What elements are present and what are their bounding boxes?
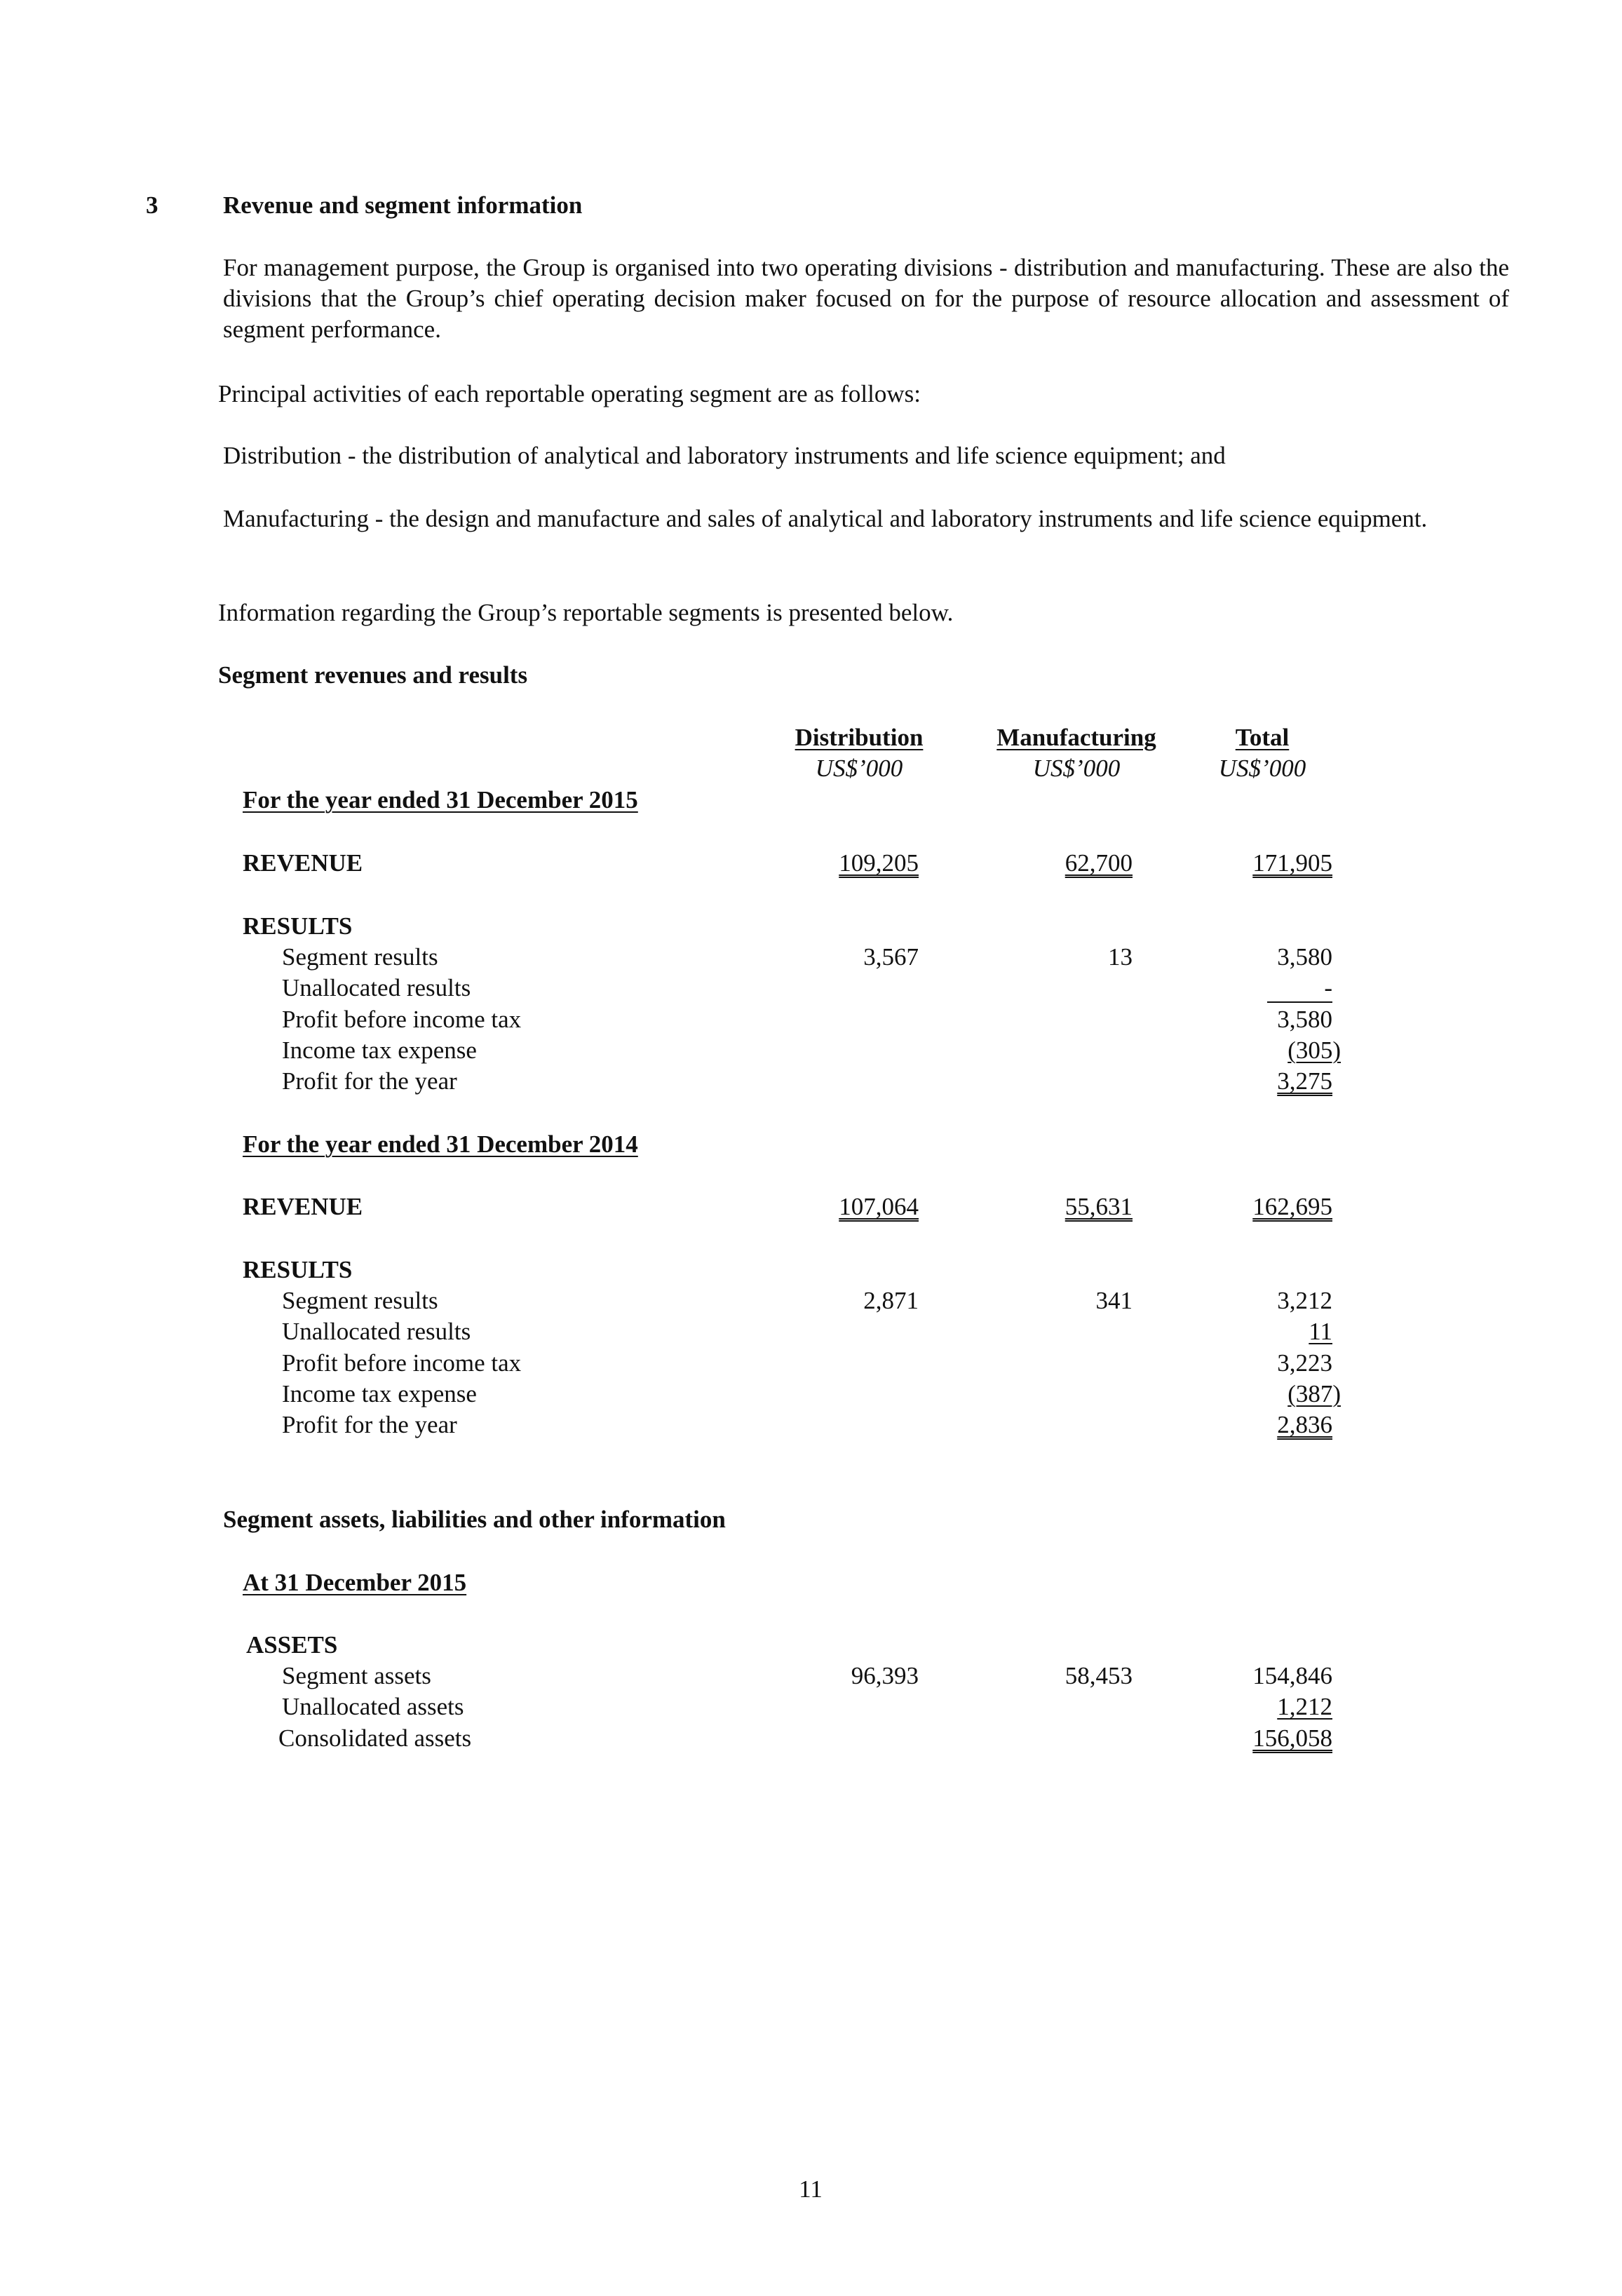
segment-results-2014-total: 3,212	[1277, 1287, 1332, 1314]
segment-results-2014-distribution: 2,871	[863, 1287, 919, 1314]
segment-results-2015-distribution: 3,567	[863, 943, 919, 971]
segment-results-label-2015: Segment results	[282, 943, 438, 971]
assets-section-heading: Segment assets, liabilities and other information	[223, 1506, 726, 1533]
profit-2015-total: 3,275	[1277, 1067, 1332, 1095]
segment-assets-label: Segment assets	[282, 1662, 431, 1689]
page-number: 11	[799, 2175, 823, 2203]
tax-label-2014: Income tax expense	[282, 1380, 477, 1407]
consolidated-assets-total: 156,058	[1252, 1724, 1332, 1752]
col-unit-total: US$’000	[1218, 755, 1306, 782]
segment-results-2014-manufacturing: 341	[1095, 1287, 1133, 1314]
consolidated-assets-label: Consolidated assets	[278, 1724, 472, 1752]
unallocated-results-2014-total: 11	[1309, 1318, 1332, 1345]
results-label-2014: RESULTS	[243, 1256, 353, 1283]
segment-assets-distribution: 96,393	[851, 1662, 919, 1689]
tax-2015-total: (305)	[1288, 1036, 1341, 1064]
col-unit-manufacturing: US$’000	[1032, 755, 1121, 782]
revenues-results-heading: Segment revenues and results	[218, 661, 528, 689]
results-label-2015: RESULTS	[243, 912, 353, 940]
assets-label: ASSETS	[246, 1631, 338, 1659]
segments-intro: Information regarding the Group’s reportable segments is presented below.	[218, 599, 954, 626]
revenue-label-2014: REVENUE	[243, 1193, 363, 1220]
col-header-total: Total	[1235, 724, 1290, 751]
section-number: 3	[146, 191, 158, 219]
revenue-2015-distribution: 109,205	[839, 849, 919, 877]
profit-label-2015: Profit for the year	[282, 1067, 457, 1095]
pbt-label-2015: Profit before income tax	[282, 1006, 522, 1033]
col-unit-distribution: US$’000	[815, 755, 903, 782]
unallocated-assets-total: 1,212	[1277, 1693, 1332, 1720]
revenue-2015-total: 171,905	[1252, 849, 1332, 877]
tax-2014-total: (387)	[1288, 1380, 1341, 1407]
pbt-2015-total: 3,580	[1277, 1006, 1332, 1033]
col-header-distribution: Distribution	[795, 724, 924, 751]
segment-results-2015-total: 3,580	[1277, 943, 1332, 971]
revenue-2014-distribution: 107,064	[839, 1193, 919, 1220]
assets-period: At 31 December 2015	[243, 1569, 467, 1596]
segment-assets-total: 154,846	[1252, 1662, 1332, 1689]
unallocated-results-2015-total: -	[1324, 974, 1332, 1001]
unallocated-results-label-2014: Unallocated results	[282, 1318, 471, 1345]
segment-assets-manufacturing: 58,453	[1065, 1662, 1133, 1689]
unallocated-results-label-2015: Unallocated results	[282, 974, 471, 1001]
pbt-2014-total: 3,223	[1277, 1349, 1332, 1377]
section-title: Revenue and segment information	[223, 191, 583, 219]
period-2015: For the year ended 31 December 2015	[243, 786, 638, 813]
revenue-2015-manufacturing: 62,700	[1065, 849, 1133, 877]
pbt-label-2014: Profit before income tax	[282, 1349, 522, 1377]
period-2014: For the year ended 31 December 2014	[243, 1130, 638, 1158]
segment-results-2015-manufacturing: 13	[1108, 943, 1133, 971]
revenue-label-2015: REVENUE	[243, 849, 363, 877]
intro-paragraph: For management purpose, the Group is organised into two operating divisions - distribution and manufacturing. These are also the divisions that the Group’s chief operating decision maker focused on for the purpose of resource allocation and assessment of segment performance.	[223, 254, 1509, 343]
unallocated-assets-label: Unallocated assets	[282, 1693, 464, 1720]
revenue-2014-manufacturing: 55,631	[1065, 1193, 1133, 1220]
col-header-manufacturing: Manufacturing	[996, 724, 1156, 751]
manufacturing-description: Manufacturing - the design and manufacture and sales of analytical and laboratory instruments and life science equipment.	[223, 505, 1428, 532]
profit-label-2014: Profit for the year	[282, 1411, 457, 1438]
profit-2014-total: 2,836	[1277, 1411, 1332, 1438]
principal-activities-intro: Principal activities of each reportable operating segment are as follows:	[218, 380, 921, 407]
tax-label-2015: Income tax expense	[282, 1036, 477, 1064]
distribution-description: Distribution - the distribution of analytical and laboratory instruments and life science equipment; and	[223, 442, 1226, 469]
revenue-2014-total: 162,695	[1252, 1193, 1332, 1220]
unallocated-results-2015-underline	[1267, 1001, 1332, 1003]
segment-results-label-2014: Segment results	[282, 1287, 438, 1314]
